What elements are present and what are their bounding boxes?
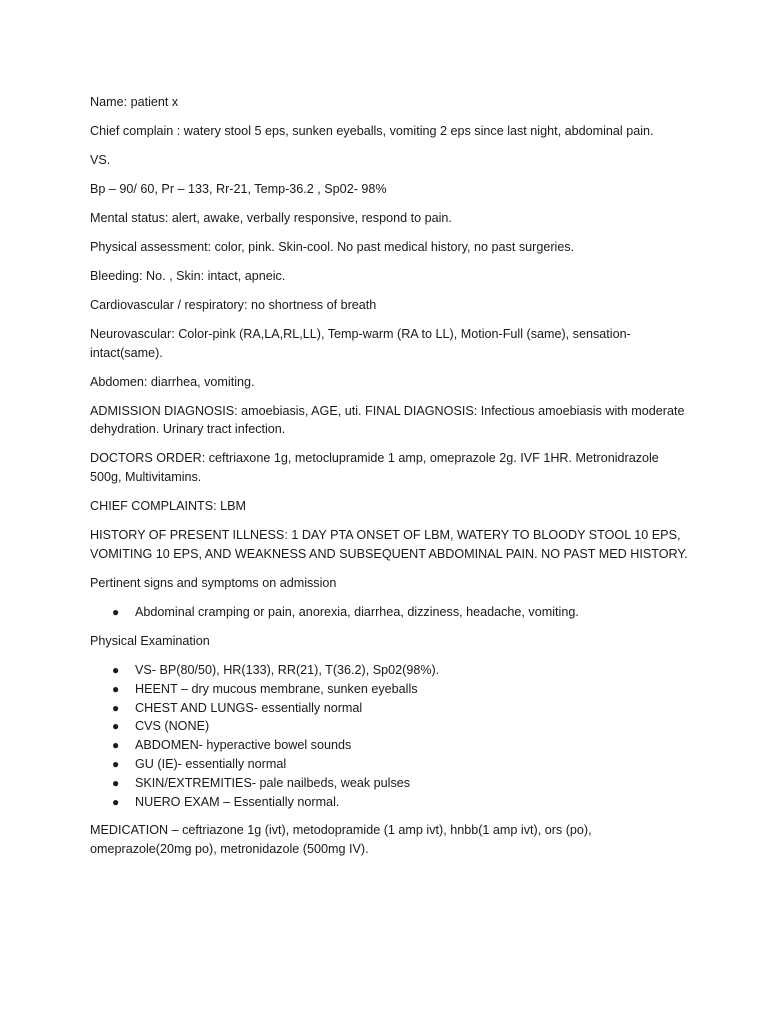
list-item-text: NUERO EXAM – Essentially normal. (135, 794, 340, 809)
chief-complain: Chief complain : watery stool 5 eps, sunken eyeballs, vomiting 2 eps since last night, abdominal pain. (90, 123, 654, 138)
list-item-text: Abdominal cramping or pain, anorexia, diarrhea, dizziness, headache, vomiting. (135, 604, 579, 619)
list-item (90, 603, 690, 622)
bullet-icon: ● (112, 738, 120, 753)
physical-assessment: Physical assessment: color, pink. Skin-cool. No past medical history, no past surgeries. (90, 239, 575, 254)
history-present-illness: HISTORY OF PRESENT ILLNESS: 1 DAY PTA ONSET OF LBM, WATERY TO BLOODY STOOL 10 EPS, VOMITING 10 EPS, AND WEAKNESS AND SUBSEQUENT ABDOMINAL PAIN. NO PAST MED HISTORY. (90, 528, 688, 561)
admission-diagnosis: ADMISSION DIAGNOSIS: amoebiasis, AGE, uti. FINAL DIAGNOSIS: Infectious amoebiasis with moderate dehydration. Urinary tract infection. (90, 403, 685, 437)
pertinent-heading: Pertinent signs and symptoms on admission (90, 575, 337, 590)
bullet-icon: ● (112, 775, 120, 790)
list-item-text: VS- BP(80/50), HR(133), RR(21), T(36.2), Sp02(98%). (135, 662, 440, 677)
neurovascular: Neurovascular: Color-pink (RA,LA,RL,LL), Temp-warm (RA to LL), Motion-Full (same), sensation-intact(same). (90, 326, 631, 360)
list-item (90, 717, 690, 736)
bleeding: Bleeding: No. , Skin: intact, apneic. (90, 268, 286, 283)
list-item (90, 793, 690, 812)
pertinent-list (90, 603, 690, 622)
list-item (90, 680, 690, 699)
abdomen: Abdomen: diarrhea, vomiting. (90, 374, 255, 389)
physical-exam-list (90, 661, 690, 811)
list-item-text: ABDOMEN- hyperactive bowel sounds (135, 738, 352, 753)
bullet-icon: ● (112, 719, 120, 734)
physical-exam-heading: Physical Examination (90, 633, 210, 648)
list-item-text: HEENT – dry mucous membrane, sunken eyeballs (135, 681, 418, 696)
bullet-icon: ● (112, 756, 120, 771)
cardiovascular-respiratory: Cardiovascular / respiratory: no shortness of breath (90, 297, 377, 312)
doctors-order: DOCTORS ORDER: ceftriaxone 1g, metoclupramide 1 amp, omeprazole 2g. IVF 1HR. Metronidrazole 500g, Multivitamins. (90, 451, 659, 485)
patient-name: Name: patient x (90, 95, 179, 109)
list-item (90, 774, 690, 793)
list-item (90, 755, 690, 774)
bullet-icon: ● (112, 681, 120, 696)
medication: MEDICATION – ceftriazone 1g (ivt), metodopramide (1 amp ivt), hnbb(1 amp ivt), ors (po), omeprazole(20mg po), metronidazole (500mg IV). (90, 823, 592, 857)
list-item-text: CVS (NONE) (135, 719, 210, 734)
list-item (90, 736, 690, 755)
list-item (90, 699, 690, 718)
list-item (90, 661, 690, 680)
vital-signs: Bp – 90/ 60, Pr – 133, Rr-21, Temp-36.2 , Sp02- 98% (90, 181, 387, 196)
bullet-icon: ● (112, 604, 120, 619)
chief-complaints: CHIEF COMPLAINTS: LBM (90, 499, 247, 514)
document-page (90, 93, 690, 869)
list-item-text: GU (IE)- essentially normal (135, 756, 287, 771)
list-item-text: SKIN/EXTREMITIES- pale nailbeds, weak pulses (135, 775, 411, 790)
mental-status: Mental status: alert, awake, verbally responsive, respond to pain. (90, 210, 452, 225)
vs-heading: VS. (90, 152, 111, 167)
bullet-icon: ● (112, 700, 120, 715)
list-item-text: CHEST AND LUNGS- essentially normal (135, 700, 363, 715)
bullet-icon: ● (112, 662, 120, 677)
bullet-icon: ● (112, 794, 120, 809)
